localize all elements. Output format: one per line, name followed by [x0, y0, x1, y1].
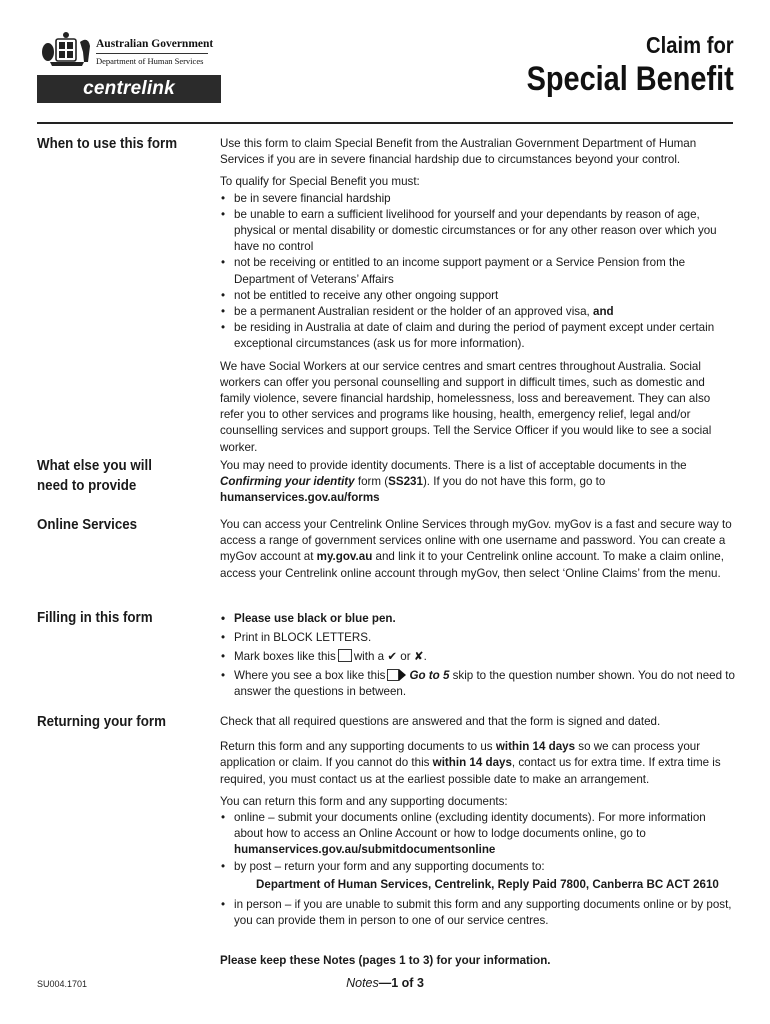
- goto-label: Go to 5: [409, 669, 450, 682]
- when-body: [220, 136, 736, 462]
- list-item-text: .: [423, 650, 427, 663]
- list-item-text: Where you see a box like this: [234, 669, 386, 682]
- list-item-text: online – submit your documents online (excluding identity documents). For more information about how to access an Online Account or how to lodge documents online, go to: [234, 811, 706, 841]
- form-name: Confirming your identity: [220, 475, 355, 489]
- submit-documents-link[interactable]: humanservices.gov.au/submitdocumentsonline: [234, 843, 496, 857]
- government-name: Australian Government: [96, 38, 214, 50]
- tick-icon: ✔: [387, 650, 398, 663]
- what-else-heading: [37, 456, 152, 496]
- list-item: [220, 810, 736, 859]
- coat-of-arms-icon: [40, 30, 94, 70]
- list-item-text: skip to the question number shown. You do not need to answer the questions in between.: [234, 669, 735, 699]
- when-heading: When to use this form: [37, 136, 178, 152]
- returning-text: Return this form and any supporting documents to us: [220, 740, 496, 754]
- what-else-heading-line1: What else you will: [37, 458, 152, 474]
- list-item: • be unable to earn a sufficient livelihood for yourself and your dependants by reason of age, physical or mental disability or domestic circumstances or for any other reason over which you have no control: [220, 207, 736, 256]
- list-item-text: be a permanent Australian resident or the holder of an approved visa,: [234, 305, 590, 319]
- within-14-days: within 14 days: [432, 756, 512, 770]
- arrow-right-icon: [399, 669, 406, 681]
- list-item-text: or: [400, 650, 411, 663]
- list-item: • by post – return your form and any supporting documents to:: [220, 859, 736, 875]
- list-item: • be in severe financial hardship: [220, 191, 736, 207]
- page-header: [0, 0, 770, 120]
- sample-checkbox-icon: [338, 649, 352, 662]
- postal-address: Department of Human Services, Centrelink, Reply Paid 7800, Canberra BC ACT 2610: [256, 877, 719, 891]
- page-number: —1 of 3: [378, 976, 424, 990]
- list-item: [220, 668, 736, 700]
- qualify-lead: To qualify for Special Benefit you must:: [220, 175, 420, 189]
- form-title-line2: Special Benefit: [526, 60, 734, 98]
- goto-box-icon: [387, 669, 399, 681]
- page-indicator: [0, 976, 770, 990]
- form-code-footer: SU004.1701: [37, 979, 88, 989]
- online-heading: Online Services: [37, 517, 138, 533]
- mygov-link[interactable]: my.gov.au: [316, 550, 373, 564]
- online-text2: and link it to your Centrelink online account. To make a claim online, access your Centrelink online account through myGov, then select ‘Online Claims’ from the menu.: [220, 550, 724, 580]
- within-14-days: within 14 days: [495, 740, 576, 754]
- list-item: • Print in BLOCK LETTERS.: [220, 628, 736, 647]
- keep-notes-note: Please keep these Notes (pages 1 to 3) for your information.: [220, 954, 551, 967]
- online-text1: You can access your Centrelink Online Services through myGov. myGov is a fast and secure way to access a range of government services online with one username and password. You can create a myGov account at: [220, 518, 732, 564]
- header-rule: [37, 122, 733, 124]
- notes-label: Notes: [346, 976, 379, 990]
- list-item: • in person – if you are unable to submit this form and any supporting documents online or by post, you can provide them in person to one of our service centres.: [220, 897, 736, 929]
- returning-p1: Check that all required questions are answered and that the form is signed and dated.: [220, 715, 661, 728]
- returning-text: , contact us for extra time. If extra time is required, you must contact us at the earliest possible date to make an arrangement.: [220, 756, 721, 786]
- list-item: • not be receiving or entitled to an income support payment or a Service Pension from the Department of Veterans’ Affairs: [220, 255, 736, 287]
- what-else-body: [220, 458, 736, 513]
- returning-heading: Returning your form: [37, 714, 166, 730]
- what-else-heading-line2: need to provide: [37, 478, 137, 494]
- when-intro: Use this form to claim Special Benefit from the Australian Government Department of Human Services if you are in severe financial hardship due to circumstances beyond your control.: [220, 137, 697, 167]
- list-item-text: with a: [353, 650, 385, 663]
- cross-icon: ✘: [413, 650, 424, 663]
- filling-heading: Filling in this form: [37, 610, 153, 626]
- form-code: SS231: [388, 475, 423, 489]
- and-word: and: [593, 305, 614, 319]
- returning-p2: [220, 739, 736, 788]
- what-else-text2: form (: [354, 475, 389, 489]
- what-else-text1: You may need to provide identity documents. There is a list of acceptable documents in the: [220, 459, 687, 472]
- returning-body: [220, 714, 736, 935]
- social-worker-text: We have Social Workers at our service centres and smart centres throughout Australia. Social workers can offer you personal counselling and support in difficult times, such as domestic and family violence, severe financial hardship, homelessness, loss and bereavement. They can also refer you to other services and programs like housing, health, emergency relief, legal and/or counselling services and support groups. Tell the Service Officer if you would like to see a social worker.: [220, 359, 712, 454]
- returning-text: so we can process your application or claim. If you cannot do this: [220, 740, 701, 770]
- centrelink-logo: centrelink: [37, 75, 221, 103]
- filling-list: [220, 609, 736, 700]
- returning-p3: You can return this form and any supporting documents:: [220, 794, 508, 808]
- forms-link[interactable]: humanservices.gov.au/forms: [220, 491, 380, 505]
- department-name: Department of Human Services: [96, 56, 204, 66]
- form-title-line1: Claim for: [646, 32, 734, 58]
- what-else-text3: ). If you do not have this form, go to: [422, 475, 606, 489]
- qualify-list: [220, 191, 736, 353]
- filling-body: [220, 609, 736, 706]
- list-item: [220, 304, 736, 320]
- list-item: [220, 647, 736, 666]
- return-methods-list: [220, 810, 736, 929]
- header-divider: [96, 53, 208, 54]
- list-item: • be residing in Australia at date of claim and during the period of payment except under certain exceptional circumstances (ask us for more information).: [220, 320, 736, 352]
- online-body: [220, 517, 736, 588]
- list-item: • Please use black or blue pen.: [220, 609, 736, 628]
- list-item: • not be entitled to receive any other ongoing support: [220, 288, 736, 304]
- list-item-text: Mark boxes like this: [234, 650, 336, 663]
